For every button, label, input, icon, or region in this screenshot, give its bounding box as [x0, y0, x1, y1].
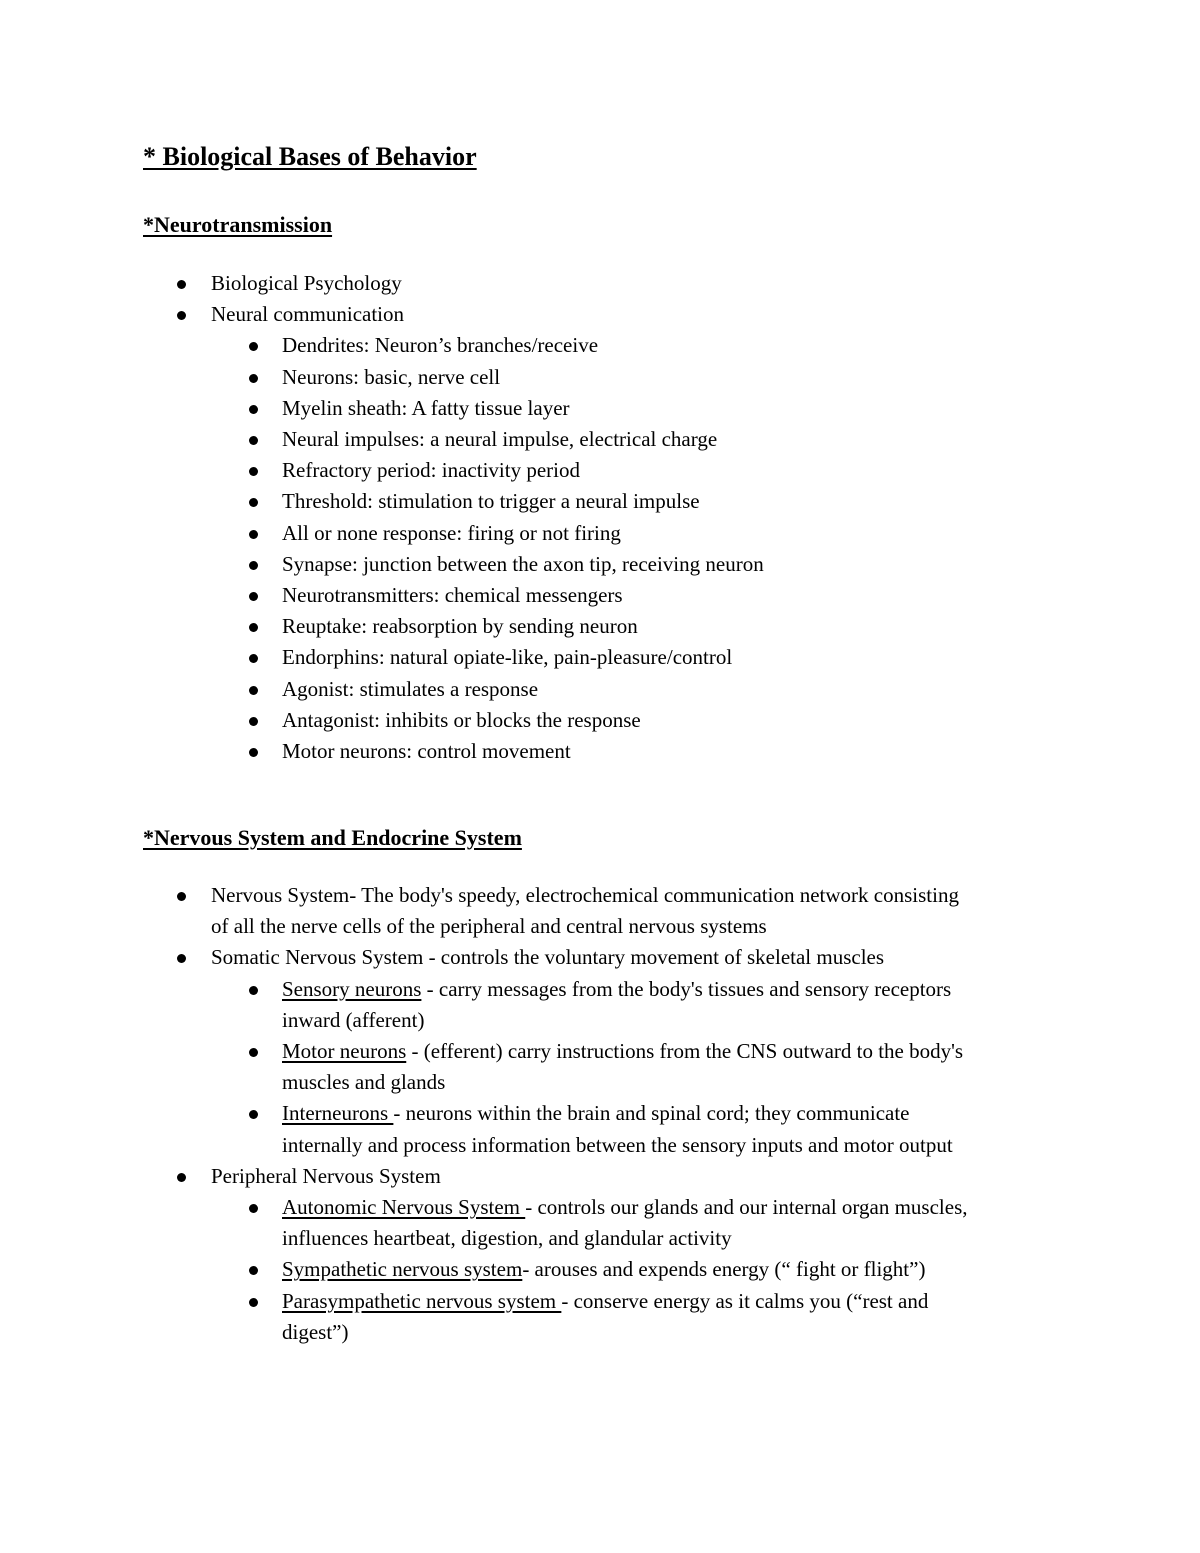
bullet-icon — [177, 311, 186, 320]
bullet-icon — [177, 280, 186, 289]
bullet-icon — [249, 1204, 258, 1213]
definition-text-continued: digest”) — [282, 1319, 349, 1344]
list-item-text: Synapse: junction between the axon tip, receiving neuron — [282, 551, 764, 576]
term-autonomic: Autonomic Nervous System — [282, 1195, 526, 1220]
bullet-icon — [249, 654, 258, 663]
definition-text-continued: influences heartbeat, digestion, and glandular activity — [282, 1226, 732, 1251]
bullet-icon — [249, 498, 258, 507]
bullet-icon — [249, 686, 258, 695]
bullet-icon — [249, 592, 258, 601]
definition-text: - neurons within the brain and spinal cord; they communicate — [393, 1101, 910, 1126]
list-item-text: Threshold: stimulation to trigger a neural impulse — [282, 489, 700, 514]
list-item-text: Refractory period: inactivity period — [282, 458, 580, 483]
bullet-icon — [249, 342, 258, 351]
bullet-icon — [177, 1173, 186, 1182]
bullet-icon — [249, 717, 258, 726]
list-item — [0, 424, 764, 455]
term-sympathetic: Sympathetic nervous system — [282, 1257, 523, 1282]
list-item-text: Neurotransmitters: chemical messengers — [282, 583, 623, 608]
definition-text: - carry messages from the body's tissues and sensory receptors — [421, 976, 952, 1001]
list-item-autonomic — [0, 1192, 968, 1254]
term-sensory-neurons: Sensory neurons — [282, 976, 422, 1001]
list-item — [0, 486, 764, 517]
bullet-icon — [177, 892, 186, 901]
list-item-text: Neural communication — [211, 302, 405, 327]
list-item-nervous-system — [0, 880, 968, 942]
list-item — [0, 705, 764, 736]
bullet-icon — [249, 1266, 258, 1275]
bullet-icon — [249, 1110, 258, 1119]
bullet-icon — [249, 405, 258, 414]
list-item-sympathetic — [0, 1254, 968, 1285]
list-item-text: Reuptake: reabsorption by sending neuron — [282, 614, 638, 639]
term-motor-neurons: Motor neurons — [282, 1039, 407, 1064]
definition-text-continued: muscles and glands — [282, 1070, 446, 1095]
bullet-icon — [249, 530, 258, 539]
list-item — [0, 362, 764, 393]
list-item-text: Antagonist: inhibits or blocks the response — [282, 707, 641, 732]
list-item-text-continued: of all the nerve cells of the peripheral and central nervous systems — [211, 914, 767, 939]
list-item-text: All or none response: firing or not firing — [282, 520, 621, 545]
definition-text: - controls our glands and our internal organ muscles, — [525, 1195, 968, 1220]
list-item — [0, 611, 764, 642]
bullet-icon — [249, 467, 258, 476]
bullet-icon — [249, 561, 258, 570]
bullet-icon — [249, 374, 258, 383]
list-item-text: Endorphins: natural opiate-like, pain-pleasure/control — [282, 645, 733, 670]
section-heading-neurotransmission: *Neurotransmission — [143, 212, 333, 237]
bullet-icon — [249, 436, 258, 445]
section-heading-nervous-endocrine: *Nervous System and Endocrine System — [143, 825, 522, 850]
list-item-peripheral — [0, 1161, 968, 1192]
list-item — [0, 455, 764, 486]
list-item-text: Myelin sheath: A fatty tissue layer — [282, 395, 570, 420]
bullet-icon — [249, 1048, 258, 1057]
list-item-text: Motor neurons: control movement — [282, 739, 571, 764]
definition-text: - arouses and expends energy (“ fight or flight”) — [522, 1257, 926, 1282]
list-item-somatic — [0, 942, 968, 973]
list-item-text: Neurons: basic, nerve cell — [282, 364, 501, 389]
list-item-text: Neural impulses: a neural impulse, electrical charge — [282, 427, 718, 452]
list-item-text: Biological Psychology — [211, 271, 402, 295]
bullet-icon — [249, 748, 258, 757]
list-item-text: Agonist: stimulates a response — [282, 676, 539, 701]
bullet-icon — [249, 986, 258, 995]
neurotransmission-list — [0, 268, 764, 767]
definition-text-continued: inward (afferent) — [282, 1007, 425, 1032]
list-item — [0, 268, 764, 299]
term-parasympathetic: Parasympathetic nervous system — [282, 1288, 562, 1313]
list-item — [0, 518, 764, 549]
list-item — [0, 642, 764, 673]
bullet-icon — [249, 1298, 258, 1307]
list-item-sensory-neurons — [0, 974, 968, 1036]
list-item — [0, 299, 764, 330]
list-item — [0, 330, 764, 361]
bullet-icon — [177, 954, 186, 963]
definition-text: - (efferent) carry instructions from the CNS outward to the body's — [406, 1039, 964, 1064]
definition-text-continued: internally and process information between the sensory inputs and motor output — [282, 1132, 953, 1157]
term-interneurons: Interneurons — [282, 1101, 394, 1126]
list-item-text: Somatic Nervous System - controls the voluntary movement of skeletal muscles — [211, 945, 885, 970]
list-item — [0, 580, 764, 611]
list-item-motor-neurons — [0, 1036, 968, 1098]
list-item — [0, 393, 764, 424]
definition-text: - conserve energy as it calms you (“rest and — [561, 1288, 929, 1313]
list-item-parasympathetic — [0, 1286, 968, 1348]
list-item-text: Nervous System- The body's speedy, electrochemical communication network consisting — [211, 883, 959, 907]
list-item — [0, 549, 764, 580]
list-item-text: Dendrites: Neuron’s branches/receive — [282, 333, 599, 358]
list-item — [0, 736, 764, 767]
nervous-system-list — [0, 880, 968, 1348]
page-title: * Biological Bases of Behavior — [143, 142, 477, 171]
list-item — [0, 674, 764, 705]
list-item-interneurons — [0, 1098, 968, 1160]
bullet-icon — [249, 623, 258, 632]
list-item-text: Peripheral Nervous System — [211, 1163, 441, 1188]
